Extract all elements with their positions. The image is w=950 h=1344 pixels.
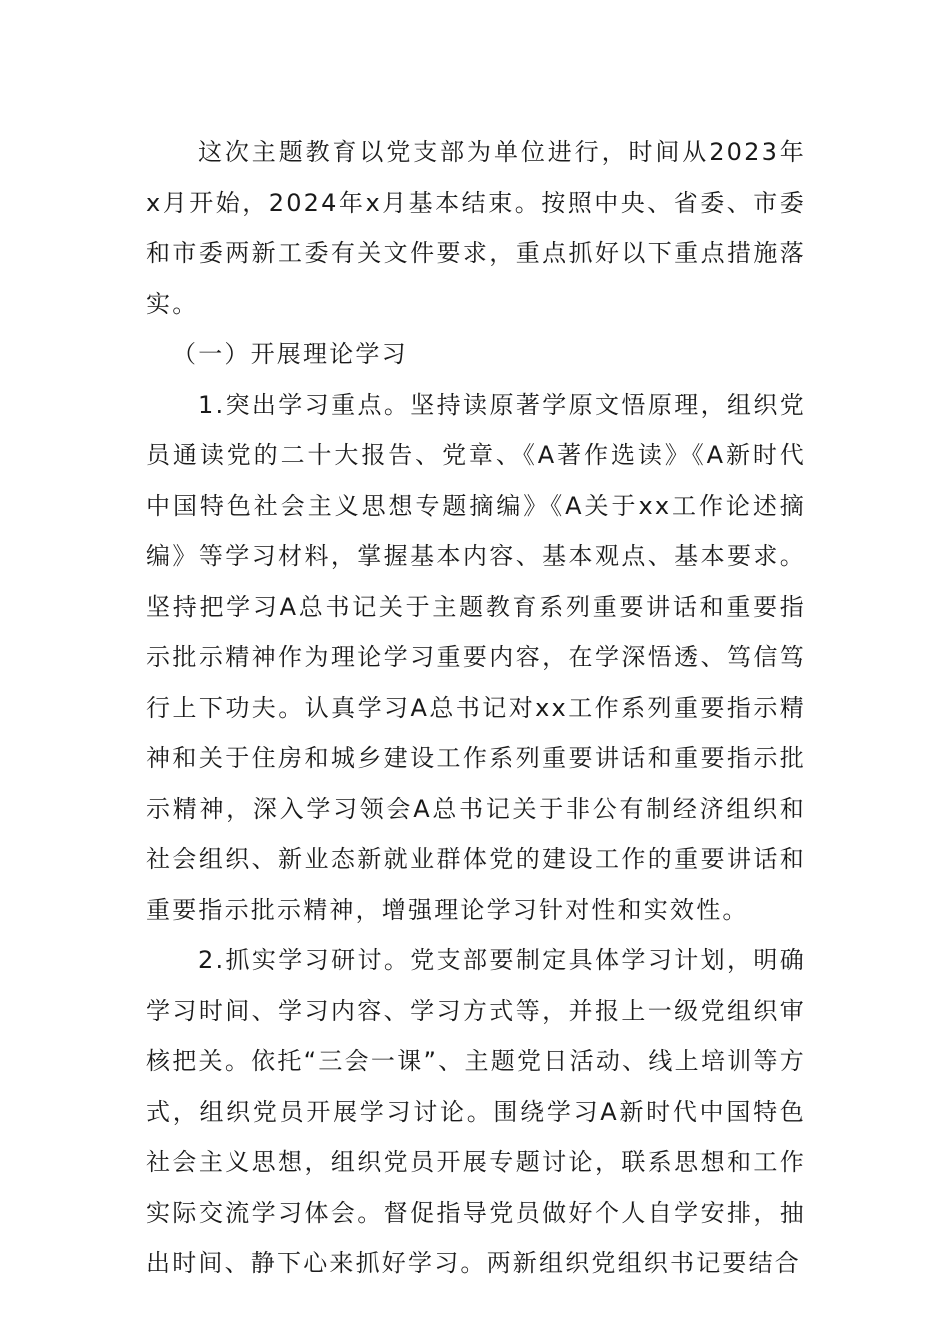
point-1-paragraph: 1.突出学习重点。坚持读原著学原文悟原理，组织党员通读党的二十大报告、党章、《A著作选读》《A新时代中国特色社会主义思想专题摘编》《A关于xx工作论述摘编》等学习材料，掌握基本内容、基本观点、基本要求。坚持把学习A总书记关于主题教育系列重要讲话和重要指示批示精神作为理论学习重要内容，在学深悟透、笃信笃行上下功夫。认真学习A总书记对xx工作系列重要指示精神和关于住房和城乡建设工作系列重要讲话和重要指示批示精神，深入学习领会A总书记关于非公有制经济组织和社会组织、新业态新就业群体党的建设工作的重要讲话和重要指示批示精神，增强理论学习针对性和实效性。 <box>146 390 806 924</box>
section-heading: （一）开展理论学习 <box>172 340 408 368</box>
point-2-paragraph: 2.抓实学习研讨。党支部要制定具体学习计划，明确学习时间、学习内容、学习方式等，并报上一级党组织审核把关。依托“三会一课”、主题党日活动、线上培训等方式，组织党员开展学习讨论。围绕学习A新时代中国特色社会主义思想，组织党员开展专题讨论，联系思想和工作实际交流学习体会。督促指导党员做好个人自学安排，抽出时间、静下心来抓好学习。两新组织党组织书记要结合 <box>146 946 806 1277</box>
document-body <box>146 127 806 1289</box>
intro-paragraph: 这次主题教育以党支部为单位进行，时间从2023年x月开始，2024年x月基本结束。按照中央、省委、市委和市委两新工委有关文件要求，重点抓好以下重点措施落实。 <box>146 138 806 318</box>
